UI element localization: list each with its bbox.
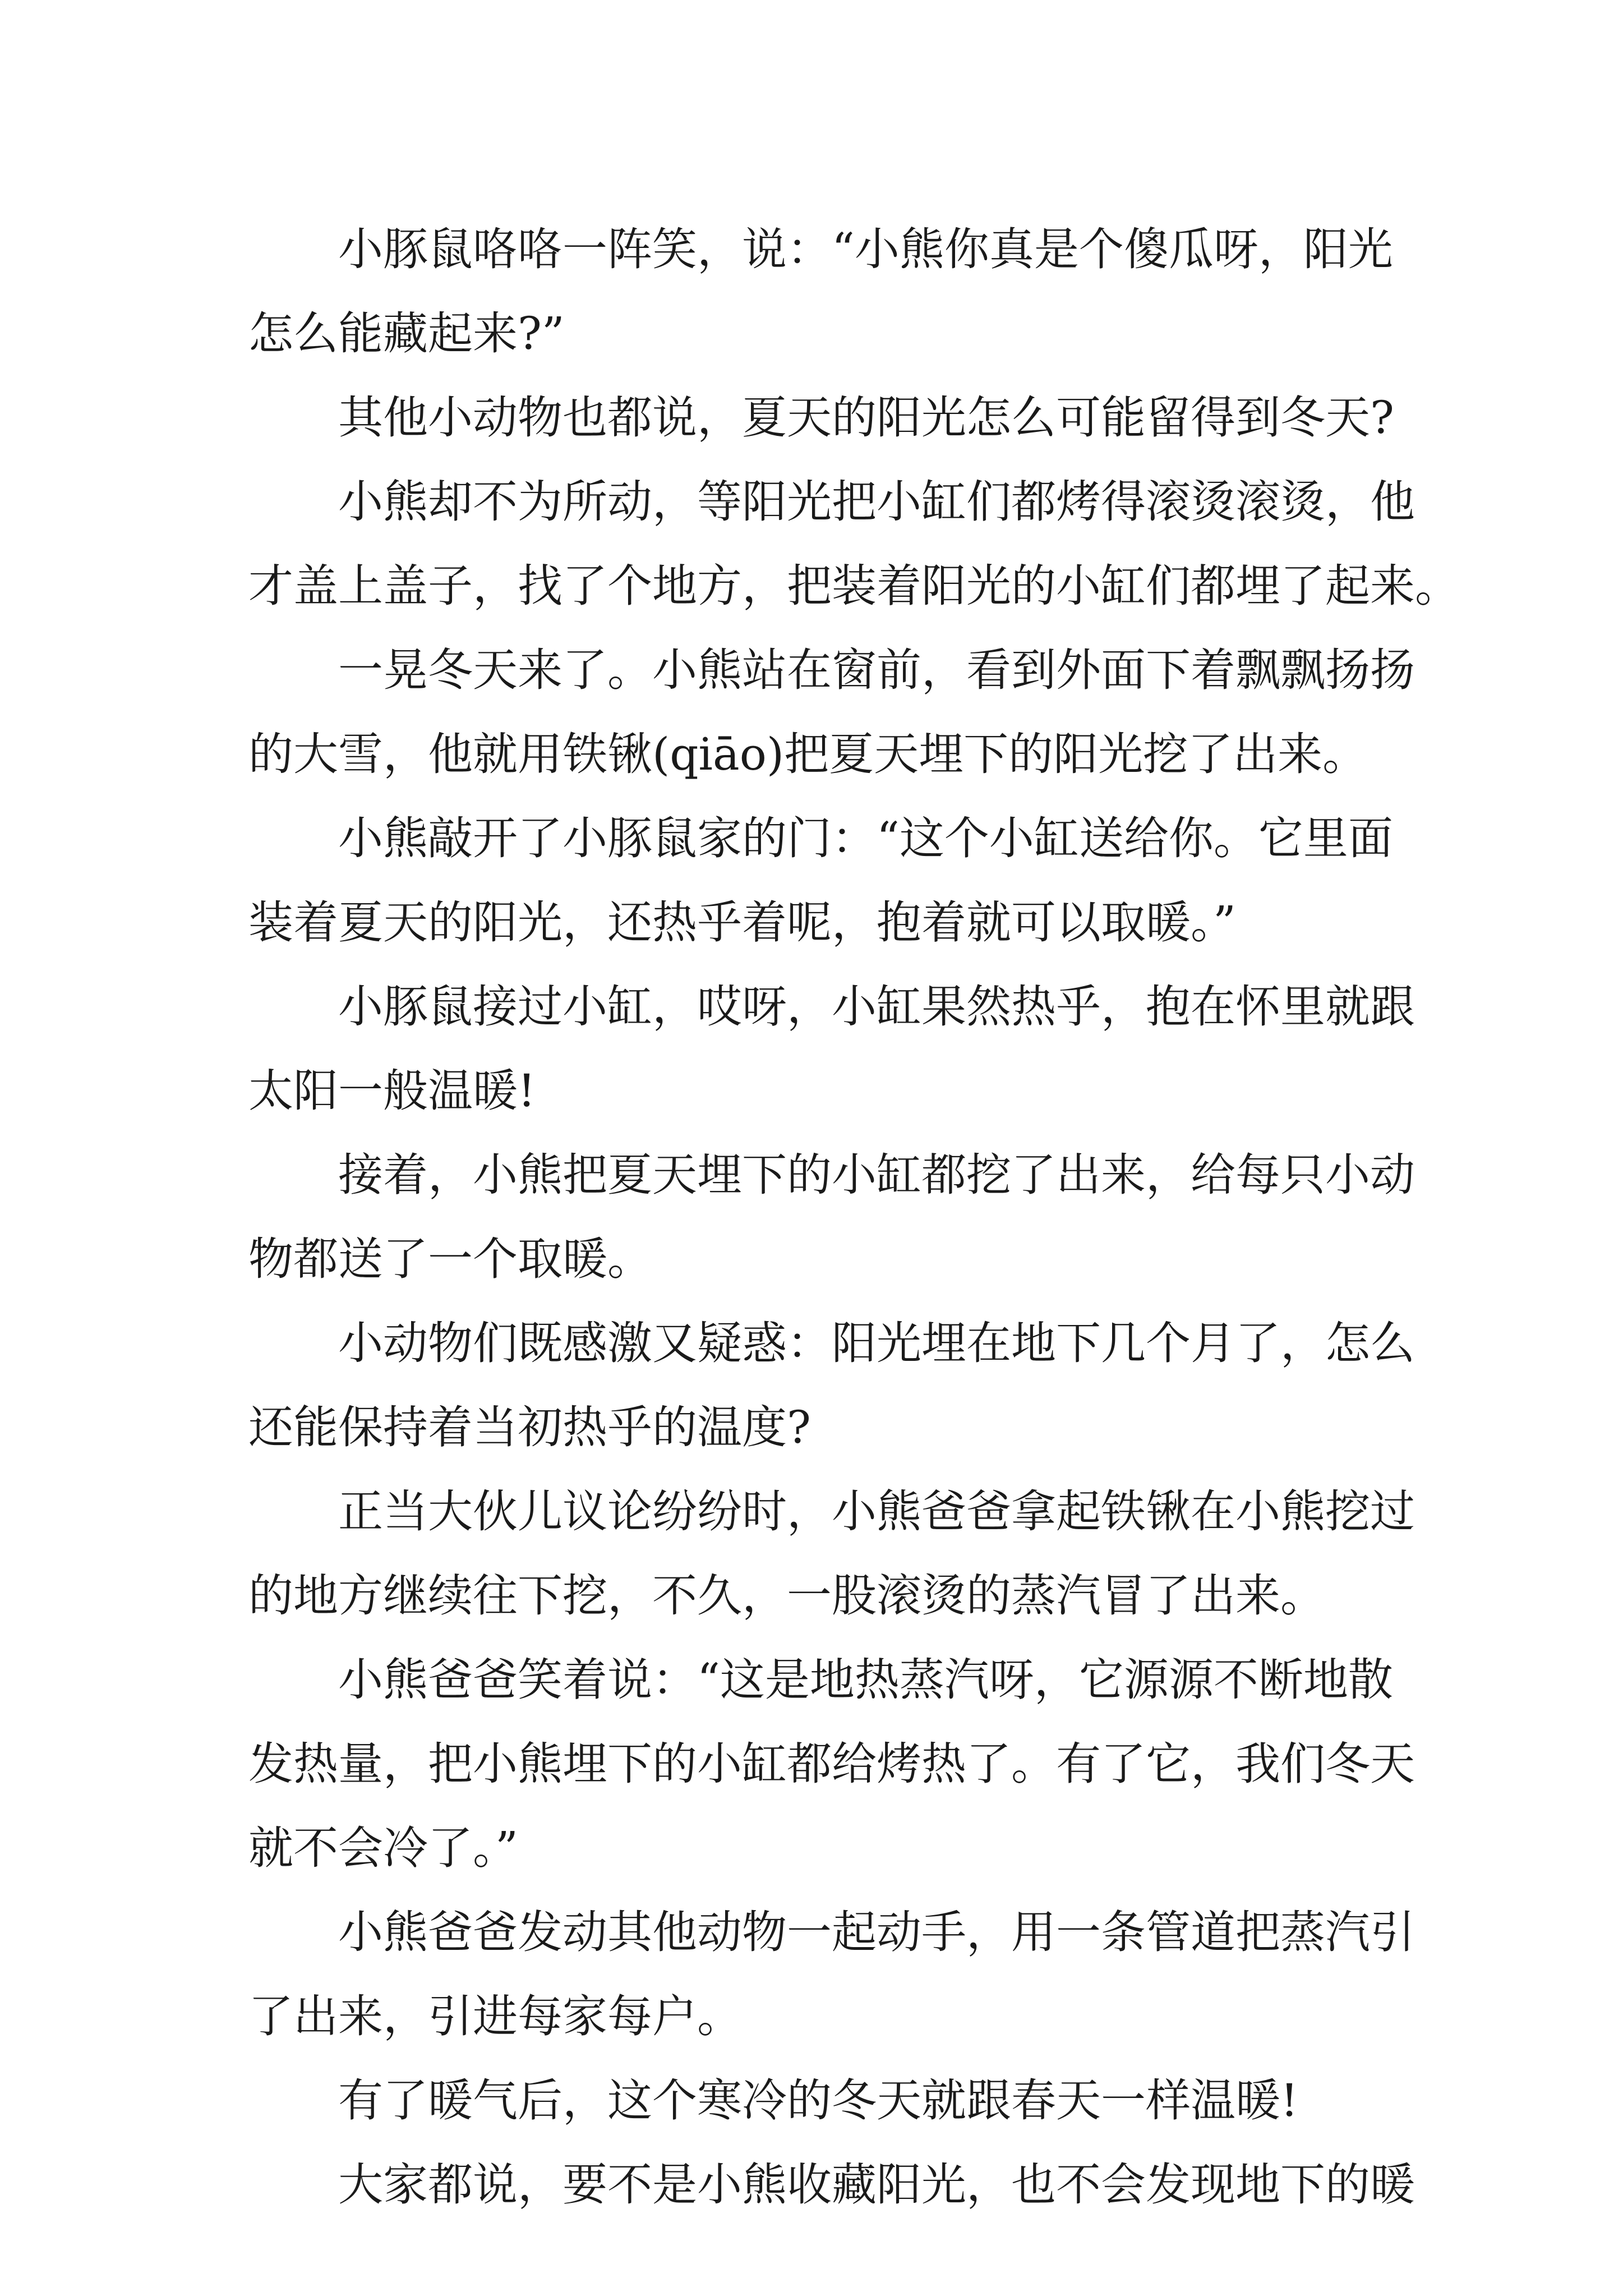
text-line: 物都送了一个取暖。 xyxy=(248,1233,652,1285)
text-line: 小熊却不为所动，等阳光把小缸们都烤得滚烫滚烫，他 xyxy=(338,476,1415,528)
text-line: 就不会冷了。” xyxy=(248,1822,518,1874)
text-line: 装着夏天的阳光，还热乎着呢，抱着就可以取暖。” xyxy=(248,896,1236,949)
text-line: 太阳一般温暖! xyxy=(248,1065,536,1117)
text-line: 了出来，引进每家每户。 xyxy=(248,1990,742,2042)
text-line: 小熊敲开了小豚鼠家的门：“这个小缸送给你。它里面 xyxy=(338,812,1393,864)
text-line: 小动物们既感激又疑惑：阳光埋在地下几个月了，怎么 xyxy=(338,1317,1415,1369)
text-line: 小熊爸爸笑着说：“这是地热蒸汽呀，它源源不断地散 xyxy=(338,1654,1393,1706)
text-line: 接着，小熊把夏天埋下的小缸都挖了出来，给每只小动 xyxy=(338,1149,1415,1201)
text-line: 大家都说，要不是小熊收藏阳光，也不会发现地下的暖 xyxy=(338,2159,1415,2211)
text-line: 一晃冬天来了。小熊站在窗前，看到外面下着飘飘扬扬 xyxy=(338,644,1415,696)
text-line: 的地方继续往下挖，不久，一股滚烫的蒸汽冒了出来。 xyxy=(248,1570,1325,1622)
text-line: 有了暖气后，这个寒冷的冬天就跟春天一样温暖! xyxy=(338,2074,1299,2127)
text-line: 其他小动物也都说，夏天的阳光怎么可能留得到冬天? xyxy=(338,392,1394,444)
text-line: 正当大伙儿议论纷纷时，小熊爸爸拿起铁锹在小熊挖过 xyxy=(338,1485,1415,1538)
text-line: 怎么能藏起来?” xyxy=(248,307,565,360)
text-line: 还能保持着当初热乎的温度? xyxy=(248,1401,811,1453)
story-text-body xyxy=(248,208,1460,2227)
text-line: 才盖上盖子，找了个地方，把装着阳光的小缸们都埋了起来。 xyxy=(248,560,1460,612)
text-line: 小熊爸爸发动其他动物一起动手，用一条管道把蒸汽引 xyxy=(338,1906,1415,1958)
text-line: 发热量，把小熊埋下的小缸都给烤热了。有了它，我们冬天 xyxy=(248,1738,1415,1790)
text-line: 的大雪，他就用铁锹(qiāo)把夏天埋下的阳光挖了出来。 xyxy=(248,728,1368,780)
text-line: 小豚鼠咯咯一阵笑，说：“小熊你真是个傻瓜呀，阳光 xyxy=(338,223,1393,275)
text-line: 小豚鼠接过小缸，哎呀，小缸果然热乎，抱在怀里就跟 xyxy=(338,981,1415,1033)
